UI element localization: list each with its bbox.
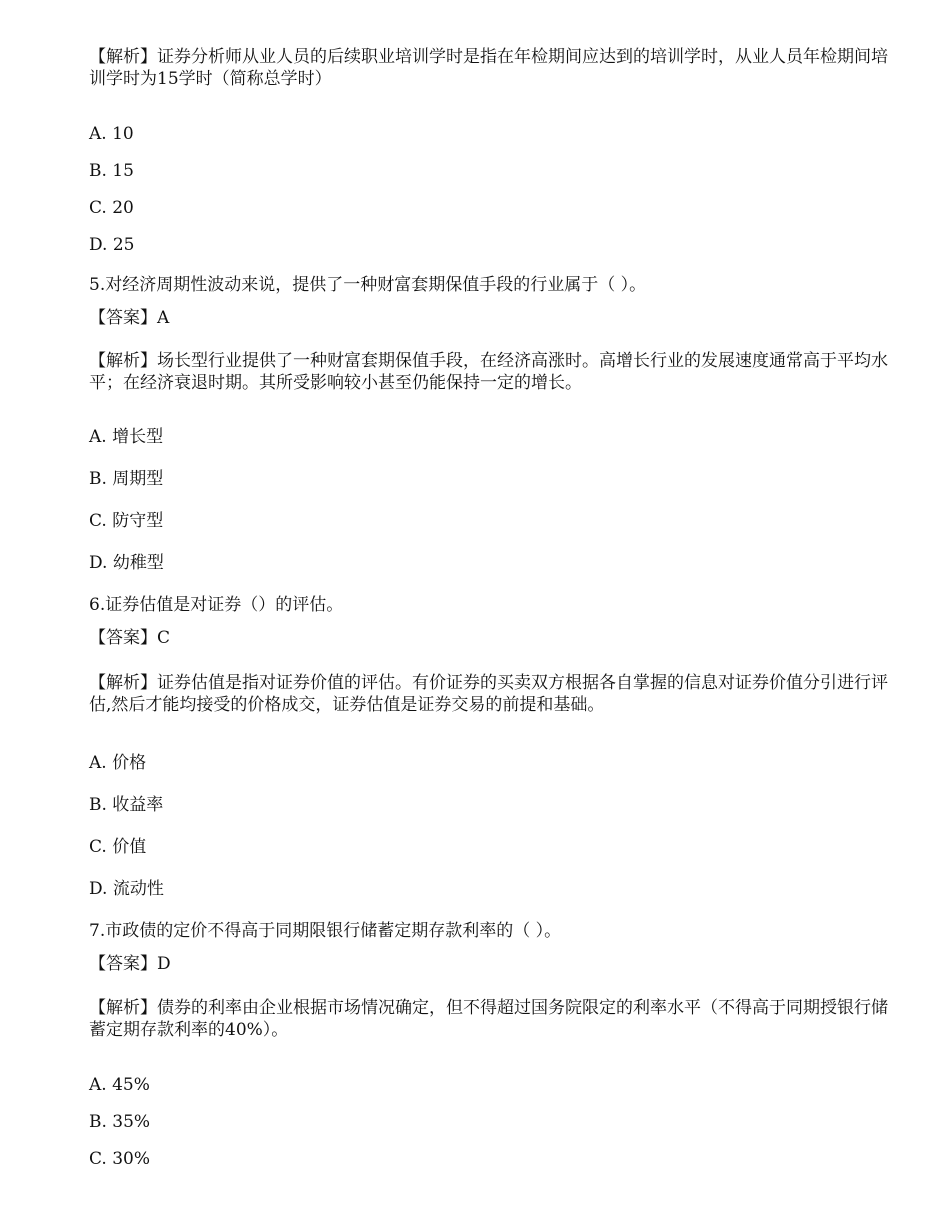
q6-answer: 【答案】C bbox=[89, 628, 171, 648]
prev-option-d: D. 25 bbox=[89, 235, 135, 255]
q5-option-c: C. 防守型 bbox=[89, 511, 164, 531]
q7-option-c: C. 30% bbox=[89, 1149, 150, 1169]
q7-option-a: A. 45% bbox=[89, 1075, 150, 1095]
q7-question: 7.市政债的定价不得高于同期限银行储蓄定期存款利率的（ ）。 bbox=[89, 921, 562, 941]
q7-analysis: 【解析】债券的利率由企业根据市场情况确定，但不得超过国务院限定的利率水平（不得高于同期授银行储蓄定期存款利率的40%）。 bbox=[89, 998, 888, 1040]
q5-analysis: 【解析】场长型行业提供了一种财富套期保值手段，在经济高涨时。高增长行业的发展速度通常高于平均水平；在经济衰退时期。其所受影响较小甚至仍能保持一定的增长。 bbox=[89, 351, 888, 393]
q5-option-d: D. 幼稚型 bbox=[89, 553, 164, 573]
q5-question: 5.对经济周期性波动来说，提供了一种财富套期保值手段的行业属于（ ）。 bbox=[89, 275, 647, 295]
prev-option-b: B. 15 bbox=[89, 161, 134, 181]
prev-analysis: 【解析】证券分析师从业人员的后续职业培训学时是指在年检期间应达到的培训学时，从业人员年检期间培训学时为15学时（简称总学时） bbox=[89, 47, 888, 89]
q5-option-b: B. 周期型 bbox=[89, 469, 164, 489]
q6-analysis: 【解析】证券估值是指对证券价值的评估。有价证券的买卖双方根据各自掌握的信息对证券价值分引进行评估,然后才能均接受的价格成交，证券估值是证券交易的前提和基础。 bbox=[89, 673, 888, 715]
q6-option-a: A. 价格 bbox=[89, 753, 147, 773]
q5-option-a: A. 增长型 bbox=[89, 427, 164, 447]
q7-answer: 【答案】D bbox=[89, 954, 171, 974]
q7-option-b: B. 35% bbox=[89, 1112, 151, 1132]
q6-option-c: C. 价值 bbox=[89, 837, 147, 857]
q5-answer: 【答案】A bbox=[89, 308, 170, 328]
prev-option-a: A. 10 bbox=[89, 124, 134, 144]
q6-option-d: D. 流动性 bbox=[89, 879, 164, 899]
prev-option-c: C. 20 bbox=[89, 198, 134, 218]
q6-option-b: B. 收益率 bbox=[89, 795, 164, 815]
q6-question: 6.证券估值是对证券（）的评估。 bbox=[89, 595, 344, 615]
